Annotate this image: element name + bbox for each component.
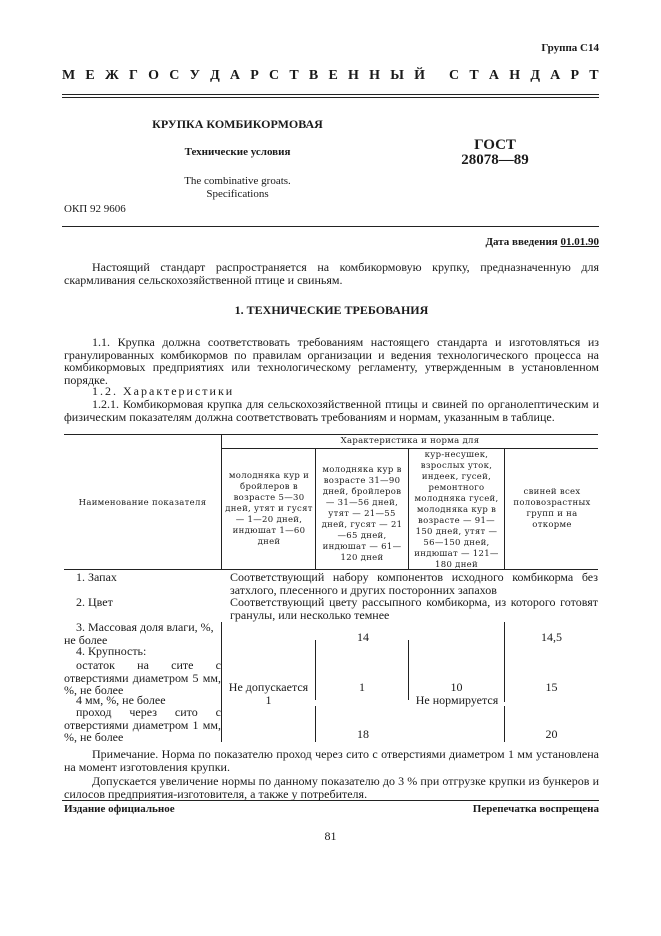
table-note — [64, 748, 599, 800]
banner-letter: Н — [347, 68, 360, 83]
note-paragraph-1: Примечание. Норма по показателю проход через сито с отверстиями диаметром 1 мм установлена на момент изготовления крупки. — [64, 747, 599, 774]
banner-letter: Р — [250, 68, 260, 83]
banner-letter: Н — [369, 68, 381, 83]
banner-letter: А — [550, 68, 561, 83]
date-value: 01.01.90 — [560, 236, 599, 248]
row-size-name: 4. Крупность: — [76, 644, 147, 658]
table-head-name: Наименование показателя — [78, 498, 207, 508]
banner-letter: Р — [570, 68, 580, 83]
table-vline-2 — [315, 448, 316, 569]
row-pass1-name: проход через сито с отверстиями диаметром 1 мм, %, не более — [64, 705, 221, 744]
row-pass1-value-123: 18 — [357, 727, 369, 741]
note-paragraph-2: Допускается увеличение нормы по данному показателю до 3 % при отгрузке крупки из бункеров и силосов предприятия-изготовителя, а также у потребителя. — [64, 774, 599, 801]
row-size4-value-234: Не нормируется — [415, 693, 499, 707]
banner-letter: С — [169, 68, 180, 83]
row-moisture-value-4: 14,5 — [541, 630, 562, 644]
okp-code: ОКП 92 9606 — [64, 203, 126, 215]
footer-rule — [62, 800, 599, 801]
english-title-line2: Specifications — [206, 188, 269, 200]
table-head-col3: кур-несушек, взрослых уток, индеек, гусей, ремонтного молодняка гусей, молодняка кур в возрасте — 91—150 дней, утят — 56—150 дней, индюшат — 121—180 дней — [414, 450, 499, 570]
header-rule-double — [62, 97, 599, 98]
banner-letter: Й — [414, 68, 426, 83]
table-head-col2: молодняка кур в возрасте 31—90 дней, бройлеров — 31—56 дней, утят — 21—55 дней, гусят — 21—65 дней, индюшат — 61—120 дней — [321, 465, 403, 563]
title-block — [130, 117, 345, 201]
row-size5-value-2: 1 — [359, 680, 365, 694]
table-head-col4: свиней всех половозрастных групп и на откорме — [513, 487, 591, 530]
row-smell-name: 1. Запах — [76, 570, 117, 584]
gost-label: ГОСТ — [474, 137, 516, 153]
document-subtitle: Технические условия — [184, 146, 291, 158]
paragraph-1-2-1: 1.2.1. Комбикормовая крупка для сельскохозяйственной птицы и свиней по органолептическим и физическим показателям должна соответствовать требованиям и нормам, указанным в таблице. — [64, 397, 599, 424]
banner-letter: Г — [129, 68, 139, 83]
row-color-value: Соответствующий цвету рассыпного комбикорма, из которого готовят гранулы, или несколько темнее — [230, 595, 598, 622]
table-vline-4 — [504, 448, 505, 569]
banner-letter: Т — [289, 68, 299, 83]
banner-letter: У — [189, 68, 201, 83]
gost-number — [440, 138, 550, 168]
banner-letter: Т — [469, 68, 479, 83]
banner-letter: Ж — [104, 68, 120, 83]
banner-letter: М — [62, 68, 76, 83]
banner-letter: А — [488, 68, 500, 83]
date-label: Дата введения — [485, 236, 558, 248]
document-title: КРУПКА КОМБИКОРМОВАЯ — [152, 117, 323, 131]
banner-letter: О — [148, 68, 160, 83]
title-rule — [62, 226, 599, 227]
row-moisture-name: 3. Массовая доля влаги, %, не более — [64, 620, 214, 647]
english-title — [130, 175, 345, 201]
table-head-col1: молодняка кур и бройлеров в возрасте 5—30 дней, утят и гусят — 1—20 дней, индюшат 1—60 дней — [225, 470, 313, 547]
interstate-standard-banner — [62, 68, 599, 84]
table-group-rule — [221, 448, 598, 449]
official-edition-label: Издание официальное — [64, 803, 175, 815]
section-title: 1. ТЕХНИЧЕСКИЕ ТРЕБОВАНИЯ — [234, 303, 429, 317]
row-pass1-value-4: 20 — [545, 727, 558, 741]
row-size5-value-3: 10 — [450, 680, 463, 694]
row-color-name: 2. Цвет — [76, 595, 113, 609]
row-smell-value: Соответствующий набору компонентов исходного комбикорма без затхлого, плесенного и других посторонних запахов — [230, 570, 598, 597]
row-size4-name: 4 мм, %, не более — [76, 693, 166, 707]
banner-letter: В — [308, 68, 319, 83]
banner-letter: Н — [509, 68, 521, 83]
table-vline-1 — [221, 434, 222, 569]
reprint-prohibited-label: Перепечатка воспрещена — [472, 803, 599, 815]
row-size4-value-1: 1 — [265, 693, 272, 707]
english-title-line1: The combinative groats. — [184, 175, 291, 187]
banner-letter: Е — [85, 68, 96, 83]
page-number: 81 — [324, 829, 337, 843]
table-top-rule — [64, 434, 598, 435]
banner-letter: А — [229, 68, 241, 83]
row-moisture-value-123: 14 — [357, 630, 369, 644]
group-code: Группа С14 — [541, 42, 599, 54]
row-size5-value-1: Не допускается — [228, 680, 309, 694]
banner-letter: С — [449, 68, 460, 83]
table-vline-3 — [408, 448, 409, 569]
row-size5-value-4: 15 — [545, 680, 558, 694]
requirements-table — [64, 434, 598, 744]
header-rule — [62, 94, 599, 95]
intro-paragraph: Настоящий стандарт распространяется на комбикормовую крупку, предназначенную для скармливания сельскохозяйственной птице и свиньям. — [64, 260, 599, 287]
paragraph-1-1: 1.1. Крупка должна соответствовать требованиям настоящего стандарта и изготовляться из гранулированных комбикормов по правилам организации и ведения технологического процесса на комбикормовых предприятиях или технологическому регламенту, утвержденным в установленном порядке. — [64, 335, 599, 387]
banner-letter — [435, 68, 439, 84]
gost-code: 28078—89 — [461, 152, 529, 168]
introduction-date — [485, 236, 599, 248]
banner-letter: Ы — [390, 68, 405, 83]
banner-letter: С — [269, 68, 280, 83]
banner-letter: Д — [530, 68, 541, 83]
banner-letter: Т — [589, 68, 599, 83]
banner-letter: Е — [328, 68, 339, 83]
paragraph-1-2: 1.2. Характеристики — [92, 384, 235, 398]
table-head-group: Характеристика и норма для — [340, 436, 480, 446]
row-size5-name: остаток на сите с отверстиями диаметром 5 мм, %, не более — [64, 658, 221, 697]
banner-letter: Д — [210, 68, 221, 83]
